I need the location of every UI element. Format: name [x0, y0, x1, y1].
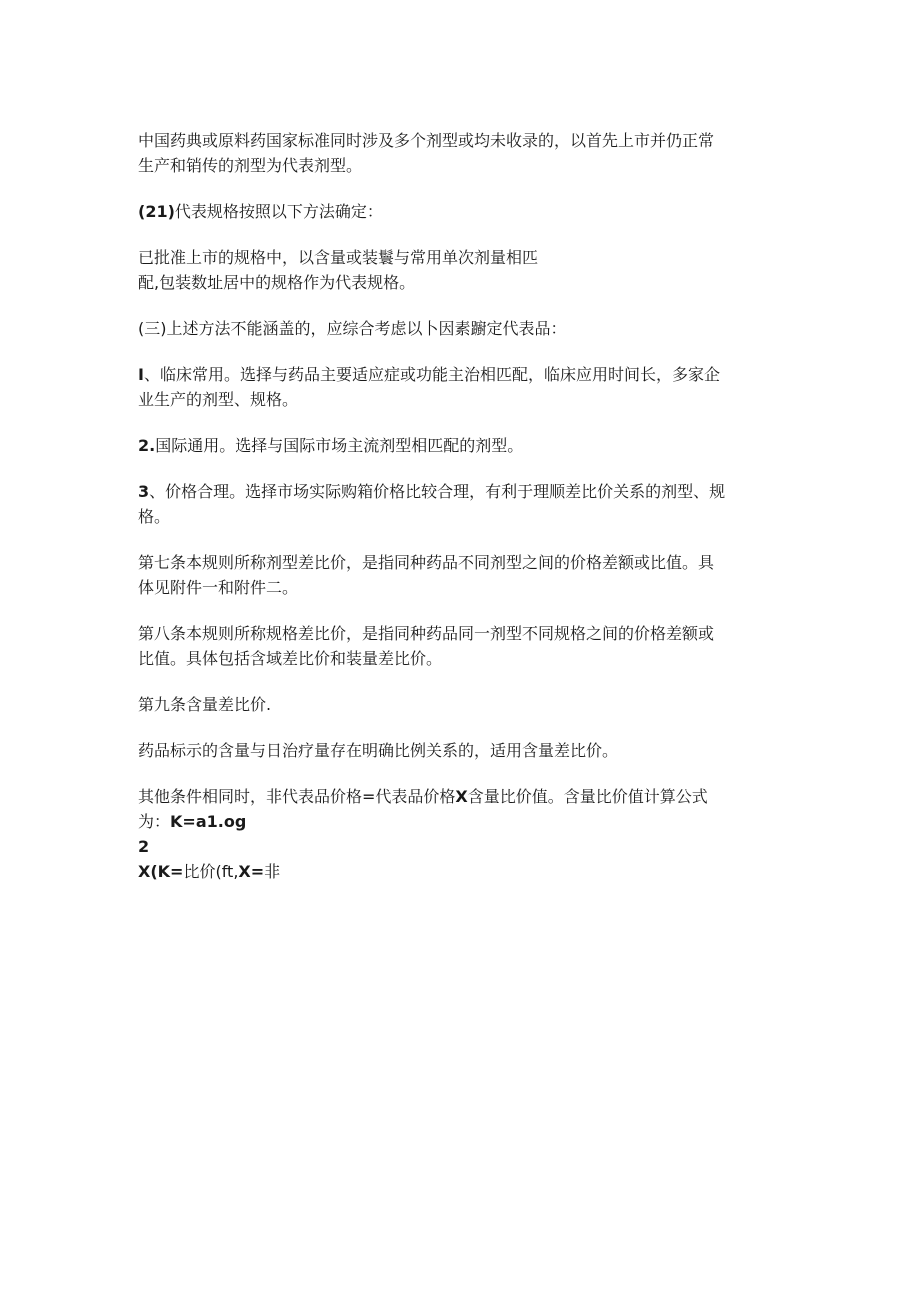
text-line: 体见附件一和附件二。	[138, 578, 299, 597]
paragraph-article-nine	[138, 692, 778, 717]
paragraph-article-seven	[138, 550, 778, 600]
text-line: 国际通用。选择与国际市场主流剂型相匹配的剂型。	[155, 436, 524, 455]
text-line: 第九条含量差比价.	[138, 695, 272, 714]
text-line: 药品标示的含量与日治疗量存在明确比例关系的，适用含量差比价。	[138, 741, 619, 760]
text-line: 格。	[138, 507, 171, 526]
formula-symbol: X=	[238, 862, 265, 881]
paragraph-reasonable-price	[138, 479, 778, 529]
item-number: I	[138, 365, 144, 384]
formula-text: K=a1.og	[170, 812, 247, 831]
item-number: 2.	[138, 436, 156, 455]
text-line: (三)上述方法不能涵盖的，应综合考虑以卜因素躕定代表品：	[138, 319, 567, 338]
paragraph-other-factors	[138, 316, 778, 341]
text-line: 、临床常用。选择与药品主要适应症或功能主治相匹配，临床应用时间长，多家企	[143, 365, 720, 384]
paragraph-clinical-common	[138, 362, 778, 412]
text-line: 配,包装数址居中的规格作为代表规格。	[138, 273, 416, 292]
formula-symbol: X(K=	[138, 862, 184, 881]
text-line: 为：	[138, 812, 171, 831]
text-line: 比值。具体包括含域差比价和装量差比价。	[138, 649, 443, 668]
text-line: 非	[264, 862, 281, 881]
paragraph-article-eight	[138, 621, 778, 671]
formula-subscript: 2	[138, 837, 150, 856]
paragraph-representative-spec-heading	[138, 199, 778, 224]
text-line: 生产和销传的剂型为代表剂型。	[138, 156, 363, 175]
text-line: 中国药典或原料药国家标准同时涉及多个剂型或均未收录的，以首先上市并仍正常	[138, 131, 715, 150]
text-line: 代表规格按照以下方法确定：	[174, 202, 383, 221]
text-line: 第七条本规则所称剂型差比价，是指同种药品不同剂型之间的价格差额或比值。具	[138, 553, 715, 572]
paragraph-representative-spec	[138, 245, 778, 295]
item-number: (21)	[138, 202, 175, 221]
text-line: 第八条本规则所称规格差比价，是指同种药品同一剂型不同规格之间的价格差额或	[138, 624, 715, 643]
text-line: 其他条件相同时，非代表品价格=代表品价格	[138, 787, 456, 806]
text-line: 含量比价值。含量比价值计算公式	[467, 787, 708, 806]
paragraph-formula	[138, 784, 778, 884]
paragraph-international	[138, 433, 778, 458]
item-number: 3	[138, 482, 150, 501]
formula-symbol: X	[455, 787, 468, 806]
text-line: 已批准上市的规格中，以含量或装鬟与常用单次剂量相匹	[138, 248, 539, 267]
paragraph-content-ratio	[138, 738, 778, 763]
text-line: 业生产的剂型、规格。	[138, 390, 299, 409]
paragraph-representative-dosage-form	[138, 128, 778, 178]
text-line: 比价(ft,	[183, 862, 239, 881]
text-line: 、价格合理。选择市场实际购箱价格比较合理，有利于理顺差比价关系的剂型、规	[149, 482, 726, 501]
document-page	[138, 128, 778, 884]
